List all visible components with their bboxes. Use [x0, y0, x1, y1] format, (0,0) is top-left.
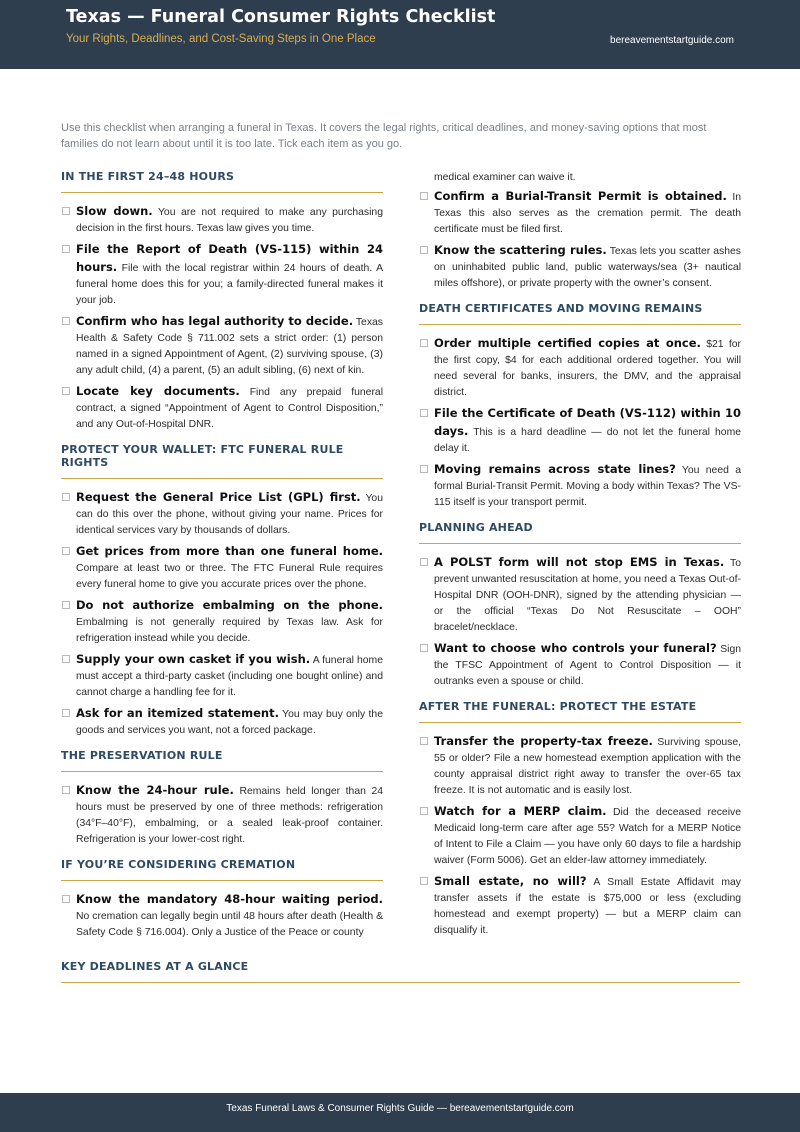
item-text: Surviving spouse, 55 or older? File a new homestead exemption application with the county appraisal district right away to transfer the over-65 tax freeze. It is not automatic and is easily lost. [434, 737, 741, 796]
checklist-section [419, 188, 741, 292]
item-text: You can do this over the phone, without giving your name. Prices for identical services vary by thousands of dollars. [76, 493, 383, 536]
checklist-item [61, 891, 383, 941]
item-text: Embalming is not generally required by Texas law. Ask for refrigeration instead while you decide. [76, 617, 383, 644]
footer-text: Texas Funeral Laws & Consumer Rights Guide — bereavementstartguide.com [226, 1103, 574, 1114]
item-lead: File the Report of Death (VS-115) within 24 hours. [76, 242, 383, 274]
left-column [61, 170, 383, 951]
item-text: You may buy only the goods and services you want, not a forced package. [76, 709, 383, 736]
item-text: File with the local registrar within 24 hours of death. A funeral home does this for you; a family-directed funeral makes it your job. [76, 263, 384, 306]
checklist-section [61, 443, 383, 739]
intro-text: Use this checklist when arranging a funeral in Texas. It covers the legal rights, critical deadlines, and money-saving options that most families do not learn about until it is too late. Tick each item as you go. [61, 122, 707, 150]
checkbox[interactable] [420, 807, 428, 815]
site-link[interactable]: bereavementstartguide.com [610, 35, 734, 46]
item-lead: Watch for a MERP claim. [434, 804, 607, 818]
item-text: To prevent unwanted resuscitation at home, you need a Texas Out-of-Hospital DNR (OOH-DNR), signed by the attending physician — or the official “Texas Do Not Resuscitate – OOH” bracelet/necklace. [434, 558, 741, 633]
checklist-item [61, 543, 383, 593]
checklist-section [61, 858, 383, 941]
item-lead: Request the General Price List (GPL) first. [76, 490, 361, 504]
item-text: Did the deceased receive Medicaid long-term care after age 55? Watch for a MERP Notice of Intent to File a Claim — you have only 60 days to file a hardship waiver (Form 5006). Get an elder-law attorney immediately. [434, 807, 741, 866]
checkbox[interactable] [62, 547, 70, 555]
checklist-item [61, 203, 383, 237]
section-heading: DEATH CERTIFICATES AND MOVING REMAINS [419, 302, 741, 325]
checklist-item [61, 705, 383, 739]
item-lead: Supply your own casket if you wish. [76, 652, 311, 666]
item-lead: Confirm who has legal authority to decide. [76, 314, 354, 328]
right-column [419, 170, 741, 949]
checklist-item [61, 313, 383, 379]
item-text: A Small Estate Affidavit may transfer assets if the estate is $75,000 or less (excluding homestead and exempt property) — but a MERP claim can disqualify it. [434, 877, 741, 936]
checklist-item [419, 873, 741, 939]
checkbox[interactable] [420, 409, 428, 417]
item-text: Find any prepaid funeral contract, a signed “Appointment of Agent to Control Disposition,” and any Out-of-Hospital DNR. [76, 387, 384, 430]
checklist-item [419, 242, 741, 292]
checklist-section [419, 700, 741, 939]
item-text: This is a hard deadline — do not let the funeral home delay it. [434, 427, 742, 454]
section-heading: AFTER THE FUNERAL: PROTECT THE ESTATE [419, 700, 741, 723]
checkbox[interactable] [62, 207, 70, 215]
checklist-item [61, 241, 383, 309]
checkbox[interactable] [62, 493, 70, 501]
item-lead: Know the 24-hour rule. [76, 783, 234, 797]
section-heading: PLANNING AHEAD [419, 521, 741, 544]
checkbox[interactable] [62, 786, 70, 794]
checklist-item [61, 383, 383, 433]
checklist-section [61, 749, 383, 848]
item-text: No cremation can legally begin until 48 hours after death (Health & Safety Code § 716.004). Only a Justice of the Peace or county [76, 911, 383, 938]
checkbox[interactable] [62, 709, 70, 717]
item-text: Sign the TFSC Appointment of Agent to Control Disposition — it outranks even a spouse or child. [434, 644, 741, 687]
page-title: Texas — Funeral Consumer Rights Checklist [66, 7, 496, 27]
item-lead: Do not authorize embalming on the phone. [76, 598, 383, 612]
item-text: Remains held longer than 24 hours must be preserved by one of three methods: refrigeration (34°F–40°F), embalming, or a sealed leak-proof container. Refrigeration is your lower-cost right. [76, 786, 384, 845]
checklist-item [419, 803, 741, 869]
item-lead: Confirm a Burial-Transit Permit is obtained. [434, 189, 727, 203]
checklist-item [61, 651, 383, 701]
item-lead: Slow down. [76, 204, 153, 218]
checklist-item [419, 461, 741, 511]
checkbox[interactable] [420, 339, 428, 347]
item-text: A funeral home must accept a third-party casket (including one bought online) and cannot charge a handling fee for it. [76, 655, 383, 698]
checkbox[interactable] [420, 465, 428, 473]
page-header [0, 0, 800, 69]
checkbox[interactable] [62, 895, 70, 903]
checklist-item [419, 554, 741, 636]
item-lead: A POLST form will not stop EMS in Texas. [434, 555, 725, 569]
item-lead: Order multiple certified copies at once. [434, 336, 701, 350]
item-lead: Moving remains across state lines? [434, 462, 676, 476]
checkbox[interactable] [420, 558, 428, 566]
section-heading: KEY DEADLINES AT A GLANCE [61, 960, 740, 983]
checklist-item [419, 335, 741, 401]
checkbox[interactable] [420, 644, 428, 652]
page-footer [0, 1093, 800, 1132]
checklist-section [419, 521, 741, 690]
checklist-item [61, 597, 383, 647]
item-lead: File the Certificate of Death (VS-112) within 10 days. [434, 406, 741, 438]
checkbox[interactable] [420, 246, 428, 254]
item-lead: Locate key documents. [76, 384, 240, 398]
checkbox[interactable] [420, 877, 428, 885]
checklist-item [419, 640, 741, 690]
checklist-item [419, 405, 741, 457]
item-text: You are not required to make any purchasing decision in the first hours. Texas law gives you time. [76, 207, 383, 234]
checklist-item [419, 733, 741, 799]
section-heading: IN THE FIRST 24–48 HOURS [61, 170, 383, 193]
key-deadlines-section [61, 960, 740, 993]
continued-text: medical examiner can waive it. [434, 172, 576, 183]
item-text: In Texas this also serves as the cremation permit. The death certificate must be filed first. [434, 192, 741, 235]
item-lead: Ask for an itemized statement. [76, 706, 279, 720]
checkbox[interactable] [420, 192, 428, 200]
item-lead: Transfer the property-tax freeze. [434, 734, 653, 748]
checklist-section [419, 302, 741, 511]
checkbox[interactable] [62, 387, 70, 395]
checkbox[interactable] [62, 601, 70, 609]
checklist-section [61, 170, 383, 433]
item-lead: Small estate, no will? [434, 874, 587, 888]
checkbox[interactable] [420, 737, 428, 745]
checklist-item [61, 489, 383, 539]
section-heading: PROTECT YOUR WALLET: FTC FUNERAL RULE RIGHTS [61, 443, 383, 479]
checkbox[interactable] [62, 317, 70, 325]
item-text: Compare at least two or three. The FTC Funeral Rule requires every funeral home to give you accurate prices over the phone. [76, 563, 383, 590]
item-lead: Know the scattering rules. [434, 243, 607, 257]
page-subtitle: Your Rights, Deadlines, and Cost-Saving Steps in One Place [66, 33, 376, 45]
checkbox[interactable] [62, 655, 70, 663]
section-heading: IF YOU’RE CONSIDERING CREMATION [61, 858, 383, 881]
section-heading: THE PRESERVATION RULE [61, 749, 383, 772]
item-lead: Know the mandatory 48-hour waiting period. [76, 892, 383, 906]
item-text: Texas lets you scatter ashes on uninhabited public land, public waterways/sea (3+ nautical miles offshore), or private property with the owner’s consent. [434, 246, 741, 289]
item-text: You need a formal Burial-Transit Permit. Moving a body within Texas? The VS-115 itself is your transport permit. [434, 465, 741, 508]
item-lead: Want to choose who controls your funeral? [434, 641, 717, 655]
checkbox[interactable] [62, 245, 70, 253]
checklist-item [419, 188, 741, 238]
checklist-item [61, 782, 383, 848]
item-text: Texas Health & Safety Code § 711.002 sets a strict order: (1) person named in a signed Appointment of Agent, (2) surviving spouse, (3) any adult child, (4) a parent, (5) an adult sibling, (6) next of kin. [76, 317, 384, 376]
item-lead: Get prices from more than one funeral home. [76, 544, 383, 558]
item-text: $21 for the first copy, $4 for each additional ordered together. You will need several for banks, insurers, the DMV, and the appraisal district. [434, 339, 741, 398]
